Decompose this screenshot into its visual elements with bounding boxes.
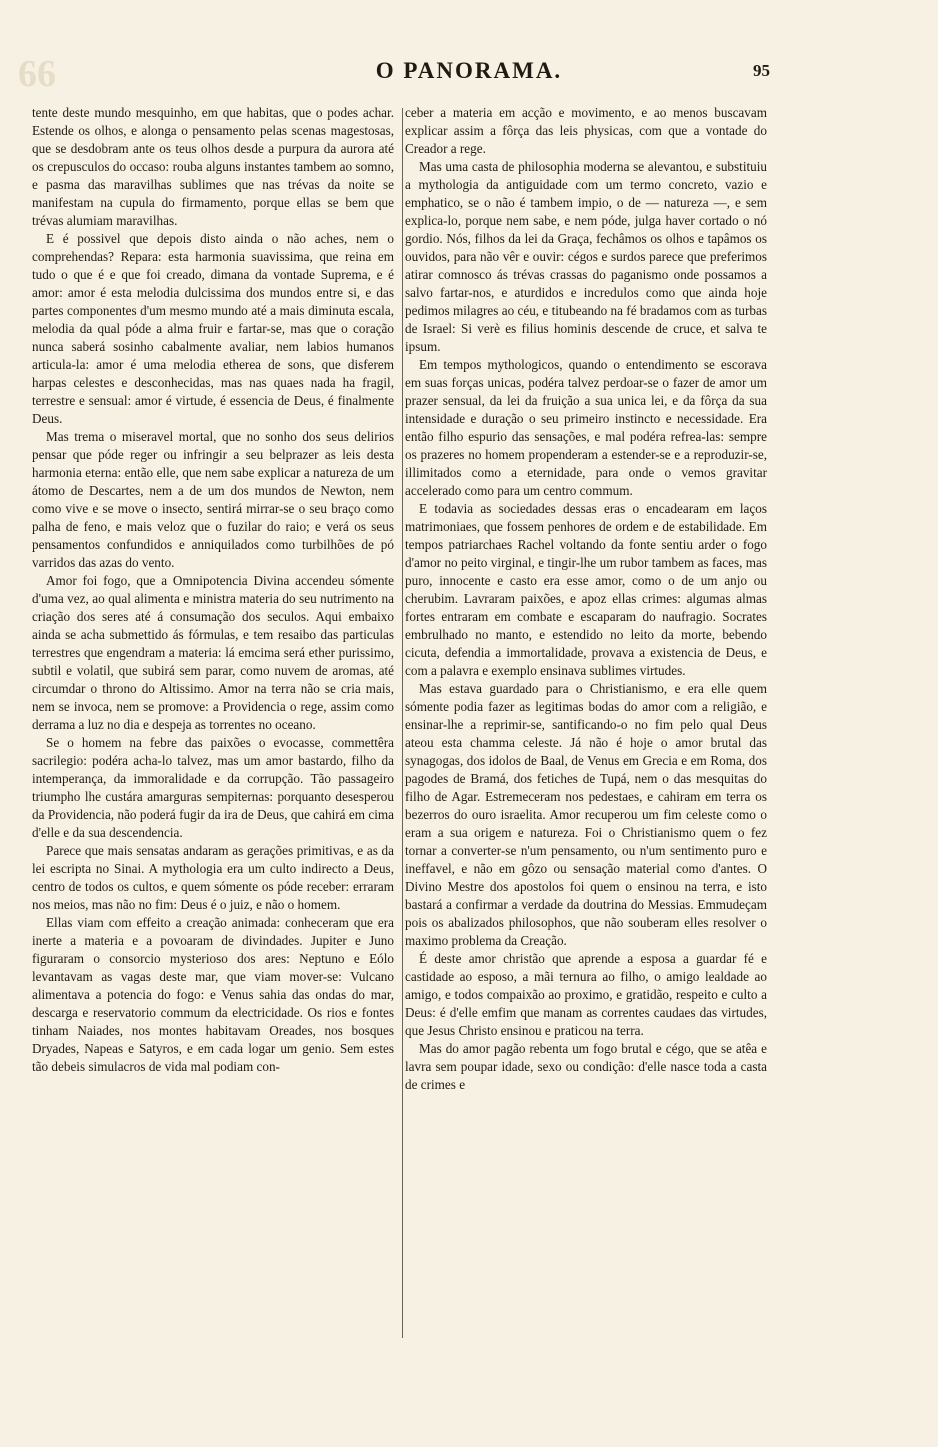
paragraph: Se o homem na febre das paixões o evocasse, commettêra sacrilegio: podéra acha-lo talvez, mas um amor bastardo, filho da intemperança, da immoralidade e da corrupção. Tão passageiro triumpho lhe custára amarguras sempiternas: porquanto desesperou da Providencia, não poderá fugir da ira de Deus, que cahirá em cima d'elle e da sua descendencia. <box>32 735 394 840</box>
paragraph: ceber a materia em acção e movimento, e ao menos buscavam explicar assim a fôrça das leis physicas, com que a vontade do Creador a rege. <box>405 105 767 156</box>
bleed-through-page-number: 66 <box>18 53 56 95</box>
paragraph: Amor foi fogo, que a Omnipotencia Divina accendeu sómente d'uma vez, ao qual alimenta e ministra materia do seu nutrimento na criação dos seres até á consumação dos seculos. Aqui embaixo ainda se acha submettido ás fórmulas, e tem resaibo das particulas terrestres que engendram a materia: lá emcima será ether purissimo, subtil e volatil, que subirá sem parar, como nuvem de aromas, até circumdar o throno do Altissimo. Amor na terra não se cria mais, nem se invoca, nem se promove: a Providencia o rege, assim como derrama a luz no dia e despeja as torrentes no oceano. <box>32 573 394 732</box>
paragraph: É deste amor christão que aprende a esposa a guardar fé e castidade ao esposo, a mãi ternura ao filho, o amigo lealdade ao amigo, e todos compaixão ao proximo, e gratidão, respeito e culto a Deus: é d'elle emfim que manam as correntes caudaes das virtudes, que Jesus Christo ensinou e praticou na terra. <box>405 951 767 1038</box>
paragraph: Parece que mais sensatas andaram as gerações primitivas, e as da lei escripta no Sinai. A mythologia era um culto indirecto a Deus, centro de todos os cultos, e quem sómente os póde receber: erraram nos meios, mas não no fim: Deus é o juiz, e não o homem. <box>32 843 394 912</box>
paragraph: Mas estava guardado para o Christianismo, e era elle quem sómente podia fazer as legitimas bodas do amor com a religião, e ensinar-lhe a reprimir-se, santificando-o no fim pelo qual Deus ateou esta chamma celeste. Já não é hoje o amor brutal das synagogas, dos idolos de Baal, de Venus em Grecia e em Roma, dos pagodes de Bramá, dos fetiches de Tupá, nem o das mesquitas do filho de Agar. Estremeceram nos pedestaes, e cahiram em terra os bezerros do ouro israelita. Amor recuperou um fim celeste como o eram a sua origem e natureza. Foi o Christianismo quem o fez tornar a converter-se n'um pensamento, ou n'um sentimento puro e ineffavel, e não em gôzo ou sensação material como d'antes. O Divino Mestre dos apostolos foi quem o ensinou na terra, e isto bastará a confirmar a verdade da doutrina do Messias. Emmudeçam pois os abalizados philosophos, que não souberam elles resolver o maximo problema da Creação. <box>405 681 767 948</box>
left-column <box>32 104 394 1076</box>
paragraph: Mas do amor pagão rebenta um fogo brutal e cégo, que se atêa e lavra sem poupar idade, sexo ou condição: d'elle nasce toda a casta de crimes e <box>405 1041 767 1092</box>
paragraph: E é possivel que depois disto ainda o não aches, nem o comprehendas? Repara: esta harmonia suavissima, que reina em tudo o que é e que foi creado, dimana da vontade Suprema, e é amor: amor é esta melodia dulcissima dos mundos entre si, e das partes componentes d'um mesmo mundo até a mais diminuta escala, melodia da qual póde a alma fruir e fartar-se, mas que o coração nunca saberá sosinho cabalmente avaliar, nem labios humanos articula-la: amor é uma melodia etherea de sons, que disferem harpas celestes e desconhecidas, mas nas quaes nada ha fragil, terrestre e sensual: amor é virtude, é essencia de Deus, é finalmente Deus. <box>32 231 394 426</box>
page-title: O PANORAMA. <box>375 58 563 83</box>
paragraph: tente deste mundo mesquinho, em que habitas, que o podes achar. Estende os olhos, e alonga o pensamento pelas scenas magestosas, que se desdobram ante os teus olhos desde a purpura da aurora até os crepusculos do occaso: rouba alguns instantes tambem ao somno, e pasma das maravilhas sublimes que nas trévas da noite se manifestam na cupula do firmamento, porque ellas se bem que trévas alumiam maravilhas. <box>32 105 394 228</box>
right-column <box>405 104 767 1094</box>
page-number: 95 <box>753 61 770 80</box>
column-divider <box>402 108 403 1338</box>
paragraph: E todavia as sociedades dessas eras o encadearam em laços matrimoniaes, que fossem penhores de ordem e de estabilidade. Em tempos patriarchaes Rachel voltando da fonte sentiu arder o fogo d'amor no peito virginal, e tingir-lhe um rubor tambem as faces, mas puro, innocente e casto era esse amor, como o de um anjo ou cherubim. Lavraram paixões, e apoz ellas crimes: algumas almas fortes entraram em combate e escaparam do naufragio. Socrates embrulhado no manto, e estendido no leito da morte, bebendo cicuta, defendia a immortalidade, provava a existencia de Deus, e com a palavra e exemplo ensinava sublimes virtudes. <box>405 501 767 678</box>
paragraph: Em tempos mythologicos, quando o entendimento se escorava em suas forças unicas, podéra talvez perdoar-se o fazer de amor um prazer sensual, da lei da fruição a sua unica lei, e da fôrça da sua intensidade e duração o seu primeiro instincto e necessidade. Era então filho espurio das sensações, e mal podéra refrea-las: sempre os prazeres no homem propenderam a estender-se e a reproduzir-se, illimitados como a eternidade, para onde o vemos gravitar accelerado como para um centro commum. <box>405 357 767 498</box>
paragraph: Mas trema o miseravel mortal, que no sonho dos seus delirios pensar que póde reger ou infringir a seu belprazer as leis desta harmonia eterna: então elle, que nem sabe explicar a natureza de um átomo de Descartes, nem a de um dos mundos de Newton, nem como vive e se move o insecto, sentirá mirrar-se o seu braço como palha de feno, e mais veloz que o fuzilar do raio; e verá os seus pensamentos confundidos e anniquilados como turbilhões de pó varridos das azas do vento. <box>32 429 394 570</box>
paragraph: Ellas viam com effeito a creação animada: conheceram que era inerte a materia e a povoaram de divindades. Jupiter e Juno figuraram o consorcio mysterioso dos ares: Neptuno e Eólo levantavam as vagas deste mar, que viam mover-se: Vulcano alimentava a potencia do fogo: e Venus sahia das ondas do mar, descarga e reservatorio commum da electricidade. Os rios e fontes tinham Naiades, nos montes habitavam Oreades, nos bosques Dryades, Napeas e Satyros, e em cada logar um genio. Sem estes tão debeis simulacros de vida mal podiam con- <box>32 915 394 1074</box>
paragraph: Mas uma casta de philosophia moderna se alevantou, e substituiu a mythologia da antiguidade com um termo concreto, vazio e emphatico, se o não é tambem impio, o de — natureza —, e sem explica-lo, porque nem sabe, e nem póde, julga haver cortado o nó gordio. Nós, filhos da lei da Graça, fechâmos os olhos e tapâmos os ouvidos, para não vêr e ouvir: cégos e surdos parece que preferimos atirar comnosco ás trévas crassas do paganismo onde possamos a salvo fartar-nos, e aturdidos e incredulos como que ainda hoje pedimos milagres ao céu, e titubeando na fé bradamos com as turbas de Israel: Si verè es filius hominis descende de cruce, et salva te ipsum. <box>405 159 767 354</box>
